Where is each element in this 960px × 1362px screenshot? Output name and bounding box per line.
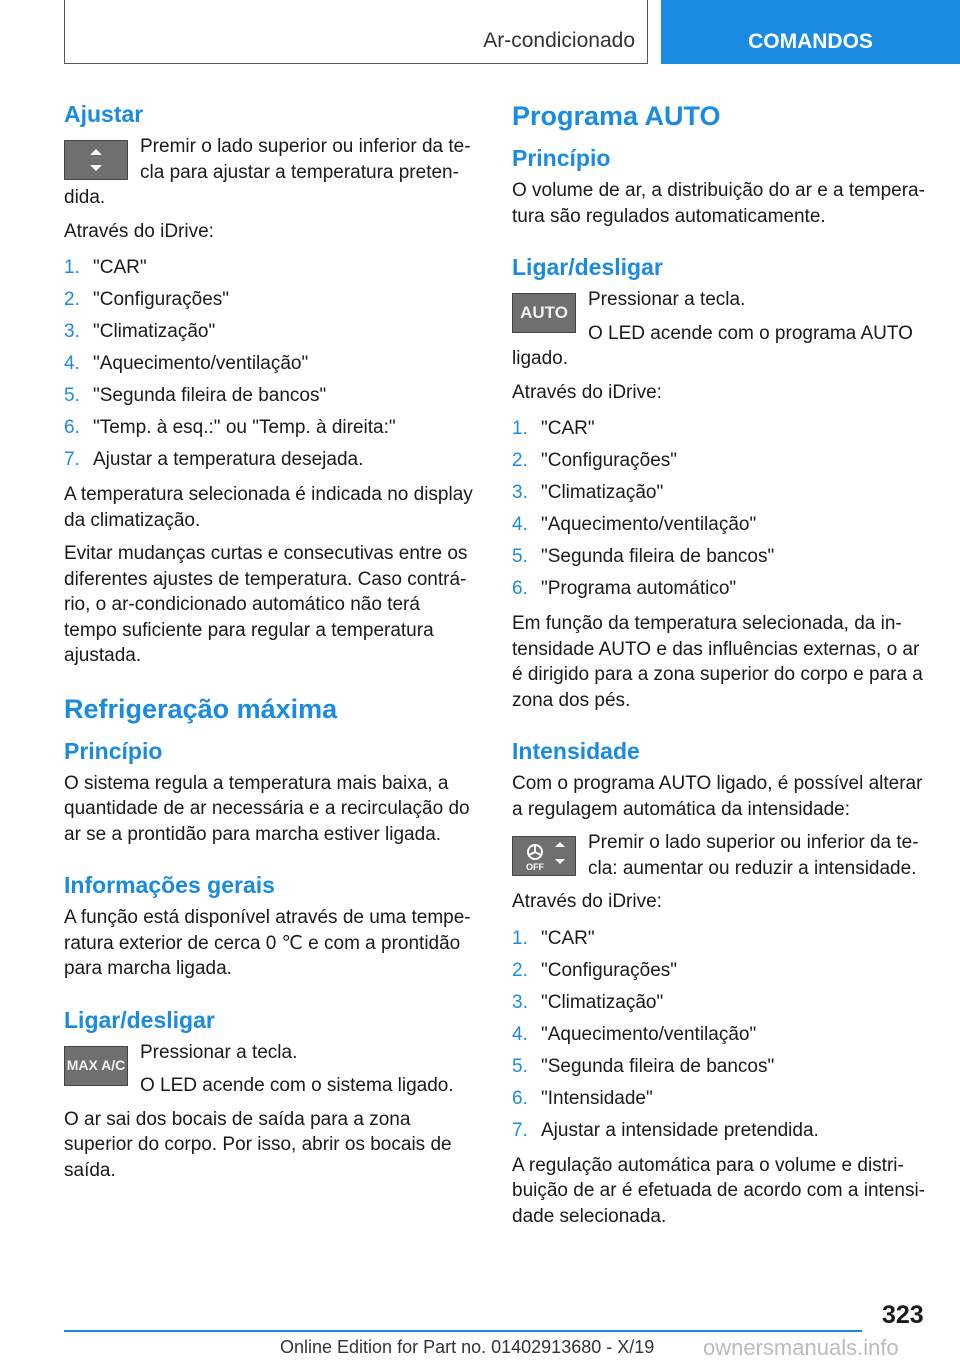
list-item: 2. "Configurações" bbox=[512, 959, 678, 981]
list-item: 2. "Configurações" bbox=[512, 450, 678, 471]
list-item: 3. "Climatização" bbox=[64, 321, 216, 342]
footer-divider bbox=[64, 1330, 862, 1332]
refrig-info-text: A função está disponível através de uma tempe-ratura exterior de cerca 0 ℃ e com a prontidão para marcha ligada. bbox=[64, 907, 471, 979]
refrig-after: O ar sai dos bocais de saída para a zona superior do corpo. Por isso, abrir os bocais de saída. bbox=[64, 1108, 452, 1181]
auto-idrive: Através do iDrive: bbox=[512, 381, 662, 403]
auto-ligar-heading: Ligar/desligar bbox=[512, 254, 663, 280]
list-item: 1. "CAR" bbox=[64, 257, 147, 278]
watermark: ownersmanuals.info bbox=[703, 1335, 899, 1360]
ajustar-after-2: Evitar mudanças curtas e consecutivas entre os diferentes ajustes de temperatura. Caso contrá-rio, o ar-condicionado automático não terá tempo suficiente para regular a temperatura ajustada. bbox=[64, 543, 468, 666]
arrows-up-down-icon bbox=[64, 140, 128, 180]
intensidade-text: Com o programa AUTO ligado, é possível alterar a regulagem automática da intensidade: bbox=[512, 773, 923, 820]
auto-steps bbox=[512, 413, 926, 605]
edition-text: Online Edition for Part no. 01402913680 - X/19 bbox=[280, 1337, 655, 1357]
refrig-ligar-heading: Ligar/desligar bbox=[64, 1006, 215, 1033]
auto-led: O LED acende com o programa AUTO ligado. bbox=[512, 322, 913, 369]
ajustar-text: Premir o lado superior ou inferior da te-cla para ajustar a temperatura preten-dida. bbox=[64, 136, 471, 208]
list-item: 4. "Aquecimento/ventilação" bbox=[64, 353, 309, 374]
list-item: 4. "Aquecimento/ventilação" bbox=[512, 1023, 757, 1045]
auto-press: Pressionar a tecla. bbox=[588, 289, 746, 310]
list-item: 2. "Configurações" bbox=[64, 289, 230, 310]
intensidade-press: Premir o lado superior ou inferior da te-cla: aumentar ou reduzir a intensidade. bbox=[588, 832, 919, 879]
list-item: 5. "Segunda fileira de bancos" bbox=[512, 1055, 775, 1077]
list-item: 1. "CAR" bbox=[512, 418, 595, 439]
left-column bbox=[64, 98, 476, 1191]
refrig-principio-text: O sistema regula a temperatura mais baixa, a quantidade de ar necessária e a recirculação do ar se a prontidão para marcha estiver ligada. bbox=[64, 772, 470, 845]
list-item: 3. "Climatização" bbox=[512, 991, 664, 1013]
list-item: 3. "Climatização" bbox=[512, 482, 664, 503]
max-ac-icon-row bbox=[64, 1040, 476, 1107]
chapter-tab[interactable]: COMANDOS bbox=[661, 0, 960, 64]
ajustar-idrive: Através do iDrive: bbox=[64, 220, 214, 242]
intensidade-heading: Intensidade bbox=[512, 738, 640, 764]
page-number: 323 bbox=[882, 1301, 924, 1329]
list-item: 7. Ajustar a intensidade pretendida. bbox=[512, 1119, 819, 1141]
list-item: 6. "Intensidade" bbox=[512, 1087, 653, 1109]
right-column bbox=[512, 98, 926, 1237]
ajustar-heading: Ajustar bbox=[64, 101, 144, 127]
auto-icon-row bbox=[512, 287, 926, 380]
list-item: 6. "Temp. à esq.:" ou "Temp. à direita:" bbox=[64, 417, 396, 438]
refrig-principio-heading: Princípio bbox=[64, 737, 163, 764]
section-title: Ar-condicionado bbox=[483, 29, 635, 52]
ajustar-steps bbox=[64, 252, 476, 476]
auto-principio-heading: Princípio bbox=[512, 145, 611, 171]
ajustar-icon-row bbox=[64, 134, 476, 219]
refrig-led: O LED acende com o sistema ligado. bbox=[140, 1075, 454, 1096]
fan-off-icon bbox=[512, 836, 576, 876]
auto-heading: Programa AUTO bbox=[512, 101, 721, 131]
max-ac-icon: MAX A/C bbox=[64, 1046, 128, 1086]
header-frame bbox=[64, 0, 648, 64]
list-item: 7. Ajustar a temperatura desejada. bbox=[64, 449, 364, 470]
refrig-info-heading: Informações gerais bbox=[64, 872, 275, 898]
list-item: 5. "Segunda fileira de bancos" bbox=[512, 546, 775, 567]
final-text: A regulação automática para o volume e distri-buição de ar é efetuada de acordo com a intensi-dade selecionada. bbox=[512, 1154, 925, 1227]
auto-principio-text: O volume de ar, a distribuição do ar e a tempera-tura são regulados automaticamente. bbox=[512, 180, 925, 227]
fan-icon-row bbox=[512, 830, 926, 889]
list-item: 4. "Aquecimento/ventilação" bbox=[512, 514, 757, 535]
svg-text:OFF: OFF bbox=[526, 862, 544, 872]
ajustar-after-1: A temperatura selecionada é indicada no display da climatização. bbox=[64, 484, 473, 531]
intensidade-idrive: Através do iDrive: bbox=[512, 891, 662, 912]
refrig-heading: Refrigeração máxima bbox=[64, 693, 338, 724]
intensidade-steps bbox=[512, 923, 926, 1147]
list-item: 6. "Programa automático" bbox=[512, 578, 737, 599]
list-item: 1. "CAR" bbox=[512, 927, 595, 949]
auto-after: Em função da temperatura selecionada, da in-tensidade AUTO e das influências externas, o ar é dirigido para a zona superior do corpo e para a zona dos pés. bbox=[512, 613, 923, 711]
refrig-press: Pressionar a tecla. bbox=[140, 1041, 298, 1063]
list-item: 5. "Segunda fileira de bancos" bbox=[64, 385, 327, 406]
auto-icon: AUTO bbox=[512, 293, 576, 333]
